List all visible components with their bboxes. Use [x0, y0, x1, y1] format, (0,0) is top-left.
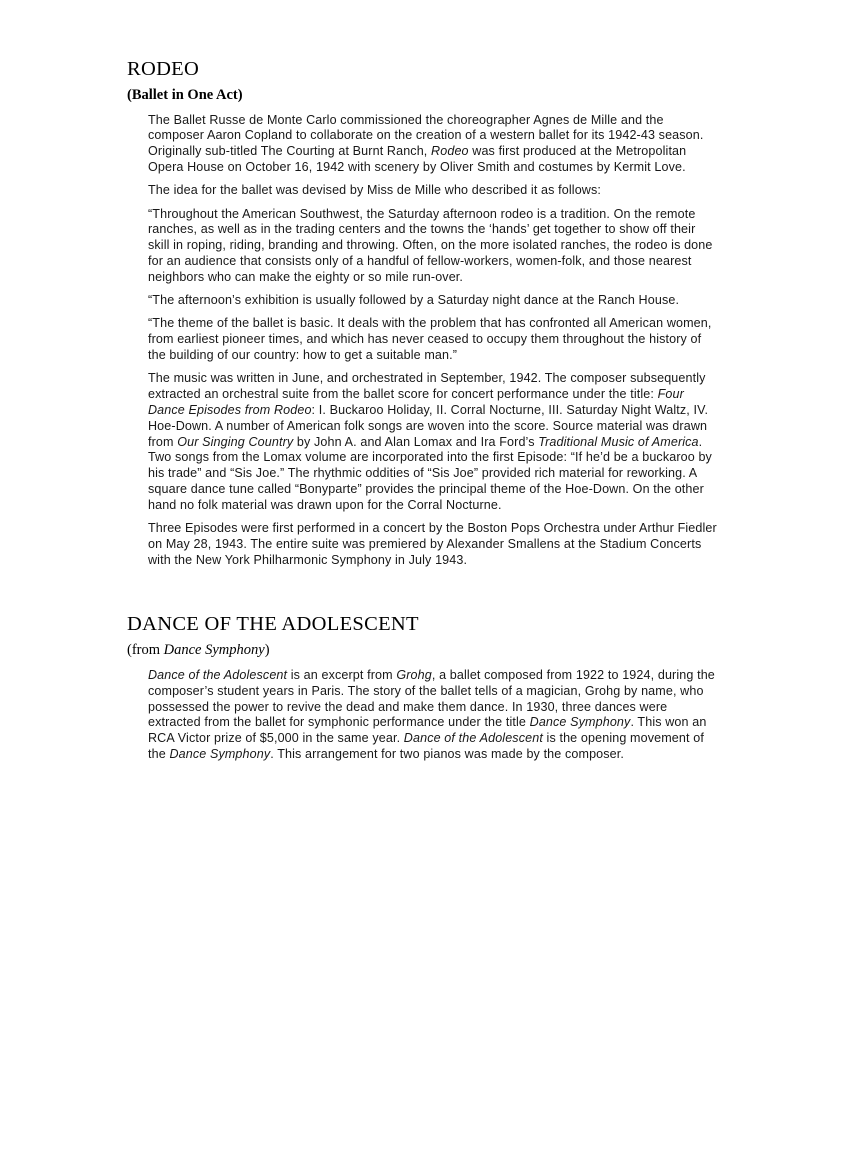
italic-title-run: Our Singing Country [177, 434, 294, 449]
paragraph-rodeo-p7 [148, 521, 717, 568]
text-run: : I. Buckaroo Holiday, II. Corral Nocturne, III. Saturday Night Waltz, IV. Hoe-Down. A number of American folk songs are woven into the score. Source material was drawn from [148, 402, 709, 449]
section-body [148, 668, 717, 763]
italic-title-run: Four Dance Episodes from Rodeo [148, 387, 684, 417]
section-title: DANCE OF THE ADOLESCENT [127, 613, 419, 636]
text-run: is the opening movement of the [148, 731, 704, 762]
italic-title-run: Dance Symphony [529, 715, 631, 730]
paragraph-rodeo-p3 [148, 207, 717, 286]
text-run: . This arrangement for two pianos was made by the composer. [270, 747, 625, 762]
paragraph-rodeo-p5 [148, 316, 717, 363]
subtitle-suffix: ) [264, 641, 270, 658]
text-run: is an excerpt from [287, 668, 397, 683]
section-body [148, 113, 717, 569]
text-run: The idea for the ballet was devised by Miss de Mille who described it as follows: [148, 183, 601, 198]
text-run: . This won an RCA Victor prize of $5,000 in the same year. [148, 715, 707, 746]
text-run: . Two songs from the Lomax volume are incorporated into the first Episode: “If he’d be a buckaroo by his trade” and “Sis Joe.” The rhythmic oddities of “Sis Joe” provided rich material for reworking. A square dance tune called “Bonyparte” provides the principal theme of the Hoe-Down. On the other hand no folk material was drawn upon for the Corral Nocturne. [148, 434, 712, 512]
paragraph-rodeo-p6 [148, 371, 717, 513]
subtitle-work-title: Dance Symphony [163, 641, 265, 658]
text-run: “The afternoon’s exhibition is usually followed by a Saturday night dance at the Ranch House. [148, 293, 680, 308]
section-subtitle: (Ballet in One Act) [127, 86, 243, 103]
paragraph-adolescent-p1 [148, 668, 717, 763]
italic-title-run: Rodeo [431, 144, 469, 159]
paragraph-rodeo-p1 [148, 113, 717, 176]
text-run: The Ballet Russe de Monte Carlo commissioned the choreographer Agnes de Mille and the composer Aaron Copland to collaborate on the creation of a western ballet for its 1942-43 season. Originally sub-titled The Courting at Burnt Ranch, [148, 112, 704, 159]
italic-title-run: Traditional Music of America [538, 434, 699, 449]
text-run: , a ballet composed from 1922 to 1924, during the composer’s student years in Paris. The story of the ballet tells of a magician, Grohg by name, who possessed the power to revive the dead and make them dance. In 1930, three dances were extracted from the ballet for symphonic performance under the title [148, 668, 715, 730]
text-run: “The theme of the ballet is basic. It deals with the problem that has confronted all American women, from earliest pioneer times, and which has never ceased to occupy them throughout the history of the building of our country: how to get a suitable man.” [148, 316, 712, 363]
section-dance-of-the-adolescent [127, 613, 717, 762]
text-run: “Throughout the American Southwest, the Saturday afternoon rodeo is a tradition. On the remote ranches, as well as in the trading centers and the towns the ‘hands’ get together to show off their skill in roping, riding, branding and throwing. Often, on the more isolated ranches, the rodeo is done for an audience that consists only of a handful of fellow-workers, women-folk, and those nearest neighbors who can make the eighty or so mile run-over. [148, 206, 713, 284]
document-content [127, 58, 717, 763]
text-run: was first produced at the Metropolitan Opera House on October 16, 1942 with scenery by Oliver Smith and costumes by Kermit Love. [148, 144, 687, 175]
section-subtitle [127, 641, 717, 659]
text-run: Three Episodes were first performed in a concert by the Boston Pops Orchestra under Arthur Fiedler on May 28, 1943. The entire suite was premiered by Alexander Smallens at the Stadium Concerts with the New York Philharmonic Symphony in July 1943. [148, 521, 717, 567]
italic-title-run: Dance of the Adolescent [148, 668, 288, 683]
section-rodeo [127, 58, 717, 568]
text-run: by John A. and Alan Lomax and Ira Ford’s [293, 434, 539, 449]
section-title: RODEO [127, 58, 200, 80]
paragraph-rodeo-p2 [148, 183, 717, 199]
subtitle-prefix: (from [127, 641, 164, 658]
text-run: The music was written in June, and orchestrated in September, 1942. The composer subsequently extracted an orchestral suite from the ballet score for concert performance under the title: [148, 371, 706, 402]
italic-title-run: Dance of the Adolescent [403, 731, 543, 746]
italic-title-run: Dance Symphony [169, 747, 271, 762]
italic-title-run: Grohg [396, 668, 432, 683]
paragraph-rodeo-p4 [148, 293, 717, 309]
